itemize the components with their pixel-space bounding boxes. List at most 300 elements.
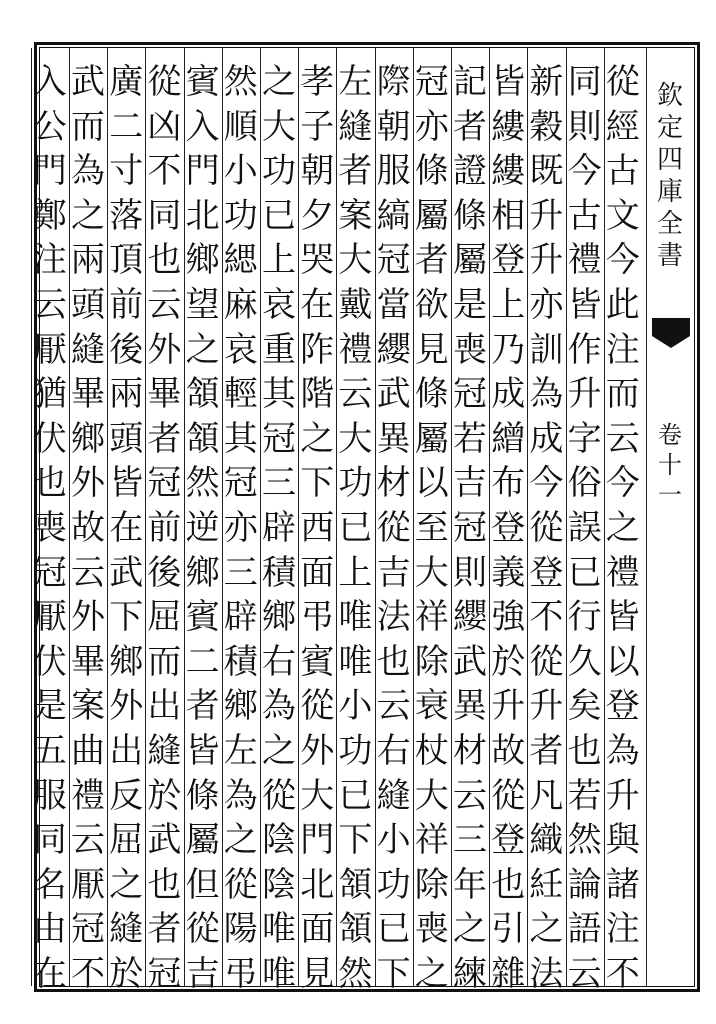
character: 陰 [262,820,296,861]
character: 注 [605,909,640,950]
character: 縫 [376,775,411,816]
column-rule [69,48,70,986]
character: 子 [300,106,335,147]
character: 之 [453,909,487,950]
character: 見 [414,329,449,370]
character: 階 [300,374,335,415]
character: 吉 [453,463,487,504]
character: 之 [262,730,296,771]
column-rule [260,48,261,986]
character: 功 [262,151,296,192]
character: 此 [605,284,640,325]
character: 西 [300,507,335,548]
character: 之 [262,62,296,102]
character: 材 [376,463,411,504]
character: 與 [605,820,640,861]
character: 也 [567,730,602,771]
character: 屈 [147,597,182,638]
character: 畢 [71,374,105,415]
character: 為 [529,374,564,415]
character: 庫 [656,177,683,207]
character: 欽 [656,81,683,111]
character: 喪 [414,909,449,950]
character: 出 [147,686,182,727]
character: 名 [32,864,67,905]
character: 矣 [567,686,602,727]
character: 門 [185,151,220,192]
text-column-14 [107,60,145,996]
character: 孝 [300,62,335,102]
character: 兩 [71,240,105,281]
character: 曲 [71,730,105,771]
character: 外 [147,329,182,370]
character: 已 [376,909,411,950]
character: 外 [71,463,105,504]
character: 從 [147,62,182,102]
character: 同 [147,195,182,236]
character: 冠 [32,552,67,593]
character: 大 [414,552,449,593]
character: 武 [109,552,144,593]
character: 已 [567,552,602,593]
character: 引 [491,909,526,950]
character: 出 [109,730,144,771]
character: 案 [338,195,373,236]
character: 古 [567,195,602,236]
character: 逆 [185,507,220,548]
character: 訓 [529,329,564,370]
character: 面 [300,552,335,593]
character: 相 [491,195,526,236]
character: 不 [71,953,105,994]
character: 武 [147,820,182,861]
character: 外 [71,597,105,638]
character: 從 [529,641,564,682]
character: 之 [71,195,105,236]
character: 皆 [605,597,640,638]
character: 云 [453,775,487,816]
character: 鄉 [185,240,220,281]
character: 若 [567,775,602,816]
character: 故 [71,507,105,548]
character: 而 [605,374,640,415]
character: 禮 [567,240,602,281]
character: 小 [376,820,411,861]
character: 落 [109,195,144,236]
character: 之 [414,953,449,994]
character: 是 [453,284,487,325]
character: 語 [567,909,602,950]
character: 頭 [71,284,105,325]
character: 異 [376,418,411,459]
character: 畢 [71,641,105,682]
character: 為 [262,686,296,727]
character: 誤 [567,507,602,548]
character: 條 [453,195,487,236]
text-column-4 [489,60,527,996]
character: 條 [414,151,449,192]
character: 卷 [658,421,682,449]
character: 兩 [109,374,144,415]
character: 冠 [262,418,296,459]
character: 五 [32,730,67,771]
character: 布 [491,463,526,504]
character: 下 [338,820,373,861]
character: 為 [223,775,258,816]
text-column-7 [375,60,413,996]
character: 三 [223,552,258,593]
character: 辟 [262,507,296,548]
character: 反 [109,775,144,816]
character: 經 [605,106,640,147]
character: 頂 [109,240,144,281]
character: 功 [223,195,258,236]
character: 縷 [491,151,526,192]
character: 縫 [338,106,373,147]
character: 鄭 [32,195,67,236]
character: 賓 [185,62,220,102]
character: 喪 [32,507,67,548]
text-column-12 [184,60,222,996]
character: 頷 [185,418,220,459]
character: 上 [338,552,373,593]
character: 冠 [376,240,411,281]
character: 也 [147,864,182,905]
character: 弔 [300,597,335,638]
character: 既 [529,151,564,192]
character: 於 [147,775,182,816]
column-rule [184,48,185,986]
text-column-2 [566,60,604,996]
character: 材 [453,730,487,771]
character: 從 [605,62,640,102]
character: 凡 [529,775,564,816]
character: 登 [491,820,526,861]
character: 頭 [109,418,144,459]
character: 衰 [414,686,449,727]
character: 已 [338,775,373,816]
character: 紝 [529,864,564,905]
character: 右 [262,641,296,682]
character: 伏 [32,641,67,682]
character: 服 [32,775,67,816]
character: 畢 [147,374,182,415]
character: 門 [32,151,67,192]
character: 其 [262,374,296,415]
character: 縫 [109,909,144,950]
character: 下 [109,597,144,638]
character: 從 [185,909,220,950]
character: 下 [300,463,335,504]
character: 功 [376,864,411,905]
character: 伏 [32,418,67,459]
character: 左 [223,730,258,771]
character: 之 [223,820,258,861]
character: 吉 [185,953,220,994]
character: 見 [300,953,335,994]
character: 唯 [262,909,296,950]
character: 十 [658,451,682,479]
column-rule [31,48,32,986]
character: 字 [567,418,602,459]
character: 冠 [453,507,487,548]
character: 鄉 [109,641,144,682]
character: 禮 [338,329,373,370]
character: 輕 [223,374,258,415]
character: 注 [605,329,640,370]
character: 吉 [376,552,411,593]
character: 為 [71,151,105,192]
text-column-15 [69,60,107,996]
character: 由 [32,909,67,950]
character: 定 [656,113,683,143]
character: 也 [32,463,67,504]
character: 記 [453,62,487,102]
character: 作 [567,329,602,370]
text-column-16 [31,60,69,996]
character: 屈 [109,820,144,861]
character: 屬 [414,195,449,236]
character: 外 [109,686,144,727]
character: 四 [656,145,683,175]
character: 升 [529,195,564,236]
character: 武 [71,62,105,102]
character: 登 [529,552,564,593]
character: 已 [262,195,296,236]
character: 纓 [376,329,411,370]
character: 縫 [147,730,182,771]
character: 年 [453,864,487,905]
character: 頷 [338,909,373,950]
character: 但 [185,864,220,905]
character: 論 [567,864,602,905]
character: 法 [529,953,564,994]
character: 際 [376,62,411,102]
character: 亦 [223,507,258,548]
character: 而 [147,641,182,682]
character: 文 [605,195,640,236]
character: 順 [223,106,258,147]
character: 俗 [567,463,602,504]
column-rule [336,48,337,986]
character: 升 [605,775,640,816]
character: 也 [376,641,411,682]
column-rule [527,48,528,986]
character: 今 [605,463,640,504]
character: 從 [300,686,335,727]
character: 厭 [32,597,67,638]
character: 猶 [32,374,67,415]
character: 然 [185,463,220,504]
column-rule [375,48,376,986]
character: 從 [223,864,258,905]
character: 之 [109,864,144,905]
margin-volume [655,420,685,510]
text-column-11 [222,60,260,996]
character: 然 [223,62,258,102]
character: 上 [491,284,526,325]
character: 者 [185,686,220,727]
character: 云 [376,686,411,727]
character: 頷 [338,864,373,905]
character: 重 [262,329,296,370]
character: 至 [414,507,449,548]
character: 以 [414,463,449,504]
character: 入 [185,106,220,147]
character: 左 [338,62,373,102]
character: 陰 [262,864,296,905]
character: 前 [109,284,144,325]
character: 繒 [491,418,526,459]
character: 屬 [414,418,449,459]
character: 升 [529,686,564,727]
character: 今 [567,151,602,192]
character: 從 [529,507,564,548]
character: 陽 [223,909,258,950]
character: 二 [185,641,220,682]
character: 者 [414,240,449,281]
character: 登 [605,686,640,727]
character: 乃 [491,329,526,370]
character: 前 [147,507,182,548]
character: 凶 [147,106,182,147]
character: 冠 [147,953,182,994]
character: 唯 [338,597,373,638]
character: 冠 [414,62,449,102]
character: 冠 [147,463,182,504]
character: 云 [567,953,602,994]
character: 小 [223,151,258,192]
character: 不 [529,597,564,638]
text-column-8 [336,60,374,996]
character: 三 [262,463,296,504]
character: 祥 [414,820,449,861]
character: 外 [300,730,335,771]
character: 功 [338,463,373,504]
character: 是 [32,686,67,727]
character: 北 [185,195,220,236]
character: 者 [529,730,564,771]
character: 縷 [491,106,526,147]
character: 廣 [109,62,144,102]
character: 哀 [262,284,296,325]
character: 大 [414,775,449,816]
character: 大 [300,775,335,816]
character: 升 [491,686,526,727]
character: 武 [453,641,487,682]
character: 戴 [338,284,373,325]
character: 二 [109,106,144,147]
character: 小 [338,686,373,727]
character: 鄉 [262,597,296,638]
character: 祥 [414,597,449,638]
character: 從 [376,507,411,548]
character: 在 [32,953,67,994]
character: 升 [529,240,564,281]
character: 夕 [300,195,335,236]
character: 者 [147,909,182,950]
character: 賓 [300,641,335,682]
character: 云 [32,284,67,325]
character: 云 [71,820,105,861]
text-column-10 [260,60,298,996]
character: 面 [300,909,335,950]
column-rule [107,48,108,986]
character: 北 [300,864,335,905]
character: 新 [529,62,564,102]
character: 皆 [567,284,602,325]
text-column-6 [413,60,451,996]
character: 鄉 [223,686,258,727]
character: 欲 [414,284,449,325]
character: 冠 [223,463,258,504]
character: 穀 [529,106,564,147]
column-rule [413,48,414,986]
character: 從 [491,775,526,816]
character: 則 [567,106,602,147]
margin-book-title [655,80,685,272]
character: 唯 [338,641,373,682]
character: 不 [147,151,182,192]
character: 織 [529,820,564,861]
character: 云 [605,418,640,459]
text-column-1 [604,60,642,996]
character: 賓 [185,597,220,638]
character: 之 [605,507,640,548]
character: 者 [147,418,182,459]
character: 之 [529,909,564,950]
character: 成 [529,418,564,459]
character: 全 [656,209,683,239]
character: 大 [338,240,373,281]
character: 云 [147,284,182,325]
character: 武 [376,374,411,415]
character: 皆 [185,730,220,771]
character: 大 [262,106,296,147]
character: 禮 [71,775,105,816]
character: 若 [453,418,487,459]
character: 云 [71,552,105,593]
character: 冠 [453,374,487,415]
column-rule [145,48,146,986]
character: 皆 [109,463,144,504]
character: 從 [262,775,296,816]
character: 寸 [109,151,144,192]
text-column-3 [527,60,565,996]
character: 望 [185,284,220,325]
character: 條 [185,775,220,816]
character: 不 [605,953,640,994]
character: 登 [491,507,526,548]
character: 之 [185,329,220,370]
character: 鄉 [185,552,220,593]
character: 久 [567,641,602,682]
character: 登 [491,240,526,281]
character: 之 [300,418,335,459]
character: 條 [414,374,449,415]
character: 者 [338,151,373,192]
character: 鄉 [71,418,105,459]
character: 除 [414,641,449,682]
character: 異 [453,686,487,727]
character: 為 [605,730,640,771]
character: 杖 [414,730,449,771]
character: 阼 [300,329,335,370]
character: 升 [567,374,602,415]
character: 在 [300,284,335,325]
text-column-9 [298,60,336,996]
character: 成 [491,374,526,415]
